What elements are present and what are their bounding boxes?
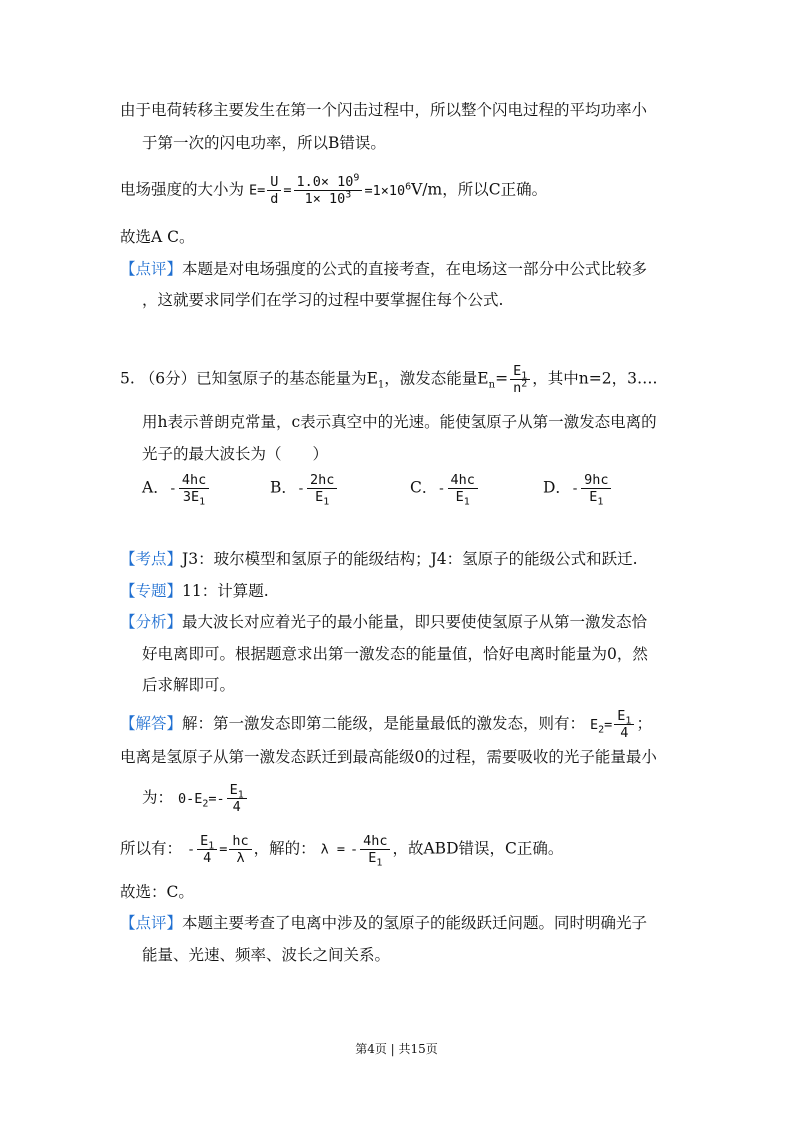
jieda-line-2: 电离是氢原子从第一激发态跃迁到最高能级0的过程，需要吸收的光子能量最小 bbox=[120, 748, 657, 766]
option-c[interactable]: C．- $\frac{4hc}{E_1}$ bbox=[410, 472, 480, 505]
formula-e: E= bbox=[248, 182, 266, 199]
fenxi-line-3: 后求解即可。 bbox=[142, 676, 236, 694]
zhuanti: 【专题】11：计算题. bbox=[120, 582, 269, 600]
field-strength-line: 电场强度的大小为 E= $\frac{U}{d}$ = $\frac{1.0\times 10^9}{1\times 10^3}$ $=1\times 10^6V/m$，所以C正确。 bbox=[120, 172, 548, 207]
fraction-e1-4: $\frac{E_1}{4}$ bbox=[614, 708, 634, 741]
page-footer: 第4页 | 共15页 bbox=[355, 1042, 438, 1056]
result: $=1\times 10^6$ bbox=[364, 181, 412, 199]
prev-review-line-2: ，这就要求同学们在学习的过程中要掌握住每个公式. bbox=[142, 291, 504, 309]
fraction-u-d: $\frac{U}{d}$ bbox=[267, 174, 281, 207]
dianping-line-1: 【点评】本题主要考查了电离中涉及的氢原子的能级跃迁问题。同时明确光子 bbox=[120, 914, 648, 932]
question-5-line-2: 用h表示普朗克常量，c表示真空中的光速。能使氢原子从第一激发态电离的 bbox=[142, 413, 657, 431]
question-5-line-3: 光子的最大波长为（ ） bbox=[142, 445, 329, 463]
question-5-line-1: 5. （6分）已知氢原子的基态能量为$E_1$，激发态能量$E_n=$ $\frac{E_1}{n^2}$ ，其中n=2，3…. bbox=[120, 363, 658, 396]
fraction-e1-n2: $\frac{E_1}{n^2}$ bbox=[510, 363, 530, 396]
zhuanti-tag: 【专题】 bbox=[120, 582, 183, 600]
final-answer: 故选：C。 bbox=[120, 883, 194, 901]
review-tag: 【点评】 bbox=[120, 260, 183, 278]
jieda-line-1: 【解答】解：第一激发态即第二能级，是能量最低的激发态，则有： $E_2=$ $\frac{E_1}{4}$ ； bbox=[120, 708, 652, 741]
fraction-voltage-distance: $\frac{1.0\times 10^9}{1\times 10^3}$ bbox=[294, 174, 363, 207]
fenxi-line-1: 【分析】最大波长对应着光子的最小能量，即只要使使氢原子从第一激发态恰 bbox=[120, 613, 648, 631]
kaodian: 【考点】J3：玻尔模型和氢原子的能级结构；J4：氢原子的能级公式和跃迁. bbox=[120, 550, 638, 568]
kaodian-tag: 【考点】 bbox=[120, 550, 183, 568]
prev-line-1: 由于电荷转移主要发生在第一个闪击过程中，所以整个闪电过程的平均功率小 bbox=[120, 101, 648, 119]
dianping-tag: 【点评】 bbox=[120, 914, 183, 932]
question-number: 5. bbox=[120, 369, 135, 388]
jieda-tag: 【解答】 bbox=[120, 714, 183, 733]
field-strength-label: 电场强度的大小为 bbox=[120, 180, 245, 199]
prev-review-line-1: 【点评】本题是对电场强度的公式的直接考查，在电场这一部分中公式比较多 bbox=[120, 260, 648, 278]
fenxi-tag: 【分析】 bbox=[120, 613, 183, 631]
jieda-line-3: 为： $0-E_2=-$ $\frac{E_1}{4}$ bbox=[142, 782, 249, 815]
option-a[interactable]: A．- $\frac{4hc}{3E_1}$ bbox=[142, 472, 211, 505]
option-b[interactable]: B．- $\frac{2hc}{E_1}$ bbox=[270, 472, 339, 505]
jieda-line-4: 所以有： - $\frac{E_1}{4}$ = $\frac{hc}{\lambda}$ ，解的： λ = - $\frac{4hc}{E_1}$ ，故ABD错误，C正确。 bbox=[120, 833, 564, 869]
option-d[interactable]: D．- $\frac{9hc}{E_1}$ bbox=[543, 472, 613, 505]
fenxi-line-2: 好电离即可。根据题意求出第一激发态的能量值，恰好电离时能量为0，然 bbox=[142, 645, 648, 663]
prev-answer: 故选A C。 bbox=[120, 228, 195, 246]
dianping-line-2: 能量、光速、频率、波长之间关系。 bbox=[142, 946, 391, 964]
prev-line-2: 于第一次的闪电功率，所以B错误。 bbox=[142, 134, 386, 152]
